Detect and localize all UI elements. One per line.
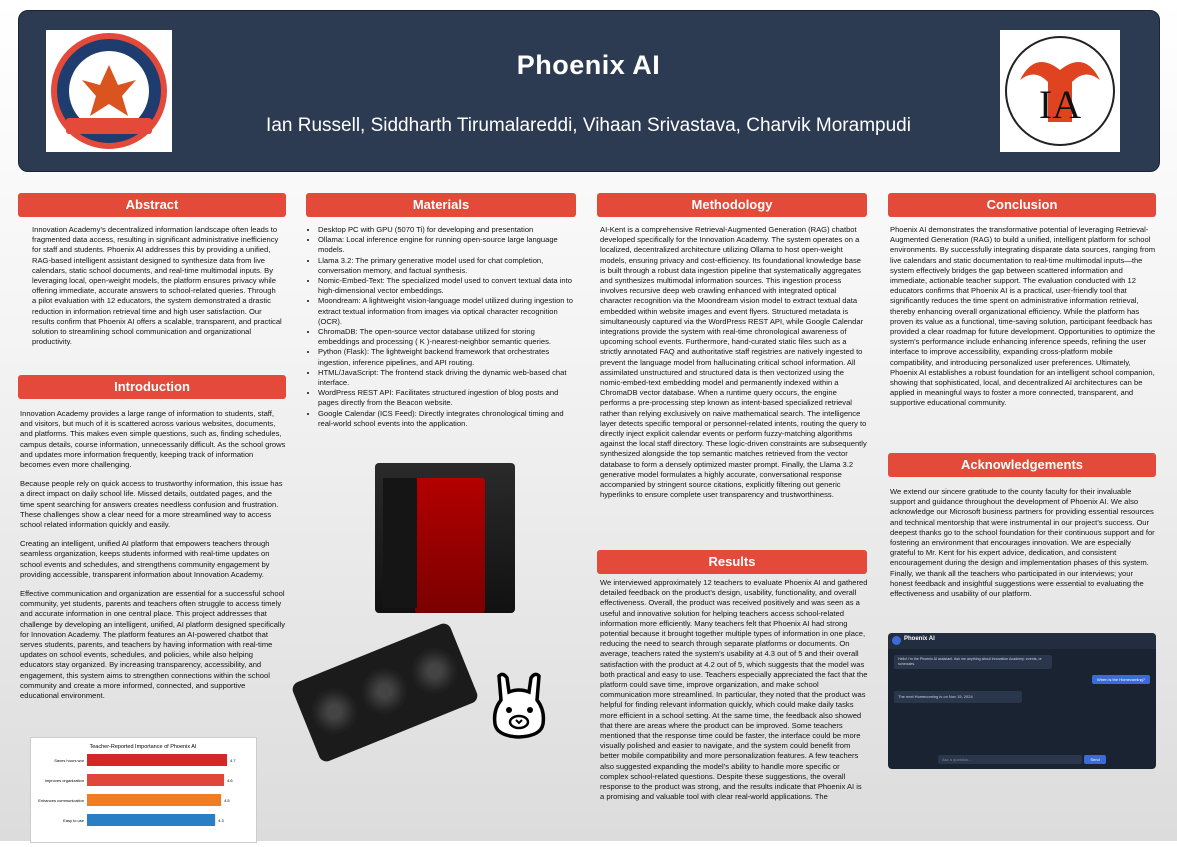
chat-user-message: When is the Homecoming? (1092, 675, 1150, 684)
chat-avatar-icon (892, 636, 901, 645)
abstract-text: Innovation Academy’s decentralized information landscape often leads to fragmented data access, resulting in significant administrative inefficiency for staff and students. Phoenix AI addresses this by providing a unified, RAG-based intelligent assistant designed to synthesize data from live calendars, static school documents, and real-time multimodal inputs. By leveraging local, open-weight models, the platform ensures privacy while offering immediate, accurate answers to school-related queries. Through a pilot evaluation with 12 educators, the system demonstrated a drastic reduction in information retrieval time and high user satisfaction. Our results confirm that Phoenix AI offers a scalable, transparent, and practical solution to streamlining school communication and organizational productivity. (32, 225, 282, 347)
desktop-pc-image (375, 463, 515, 613)
chart-value-label: 4.7 (230, 758, 236, 763)
conclusion-heading: Conclusion (888, 193, 1156, 217)
materials-item: • Python (Flask): The lightweight backend framework that orchestrates ingestion, inference pipelines, and API routing. (318, 347, 576, 367)
gpu-image (290, 621, 479, 763)
materials-item: • ChromaDB: The open-source vector database utilized for storing embeddings and processing ( K )-nearest-neighbor semantic queries. (318, 327, 576, 347)
chat-bot-reply: The next Homecoming is on Nov 15, 2024 (894, 691, 1022, 703)
introduction-heading: Introduction (18, 375, 286, 399)
intro-paragraph: Innovation Academy provides a large range of information to students, staff, and visitors, but much of it is scattered across various websites, documents, and platforms. This makes even simple questions, such as, finding schedules, campus details, course information, unnecessarily difficult. As the school grows and updates more information frequently, keeping track of information becomes even more challenging. (20, 409, 286, 470)
gpu-fan-icon (304, 681, 364, 741)
materials-list (306, 225, 576, 429)
poster-authors: Ian Russell, Siddharth Tirumalareddi, Vihaan Srivastava, Charvik Morampudi (266, 115, 911, 136)
materials-text (306, 225, 576, 429)
methodology-heading: Methodology (597, 193, 867, 217)
chart-value-label: 4.5 (224, 798, 230, 803)
gpu-fan-icon (354, 661, 414, 721)
chat-input[interactable]: Ask a question... (938, 755, 1082, 764)
materials-item: • WordPress REST API: Facilitates structured ingestion of blog posts and pages directly from the Beacon website. (318, 388, 576, 408)
abstract-heading: Abstract (18, 193, 286, 217)
chat-bot-greeting: Hello! I'm the Phoenix AI assistant. Ask me anything about Innovation Academy: events, or schedules. (894, 655, 1052, 669)
chart-category-label: Saves hours wor (54, 758, 84, 763)
acknowledgements-text: We extend our sincere gratitude to the county faculty for their invaluable support and guidance throughout the development of Phoenix AI. We also acknowledge our Microsoft business partners for providing essential resources and technical mentorship that were instrumental in our project’s success. Our deepest thanks go to the school foundation for their continuous support and for fostering an environment that encourages innovation. We are especially grateful to Mr. Kent for his expert advice, dedication, and consistent encouragement during the design and implementation phases of this system. Finally, we thank all the teachers who participated in our interviews; your honest feedback and insightful suggestions were essential to evaluating the effectiveness and usability of our platform. (890, 487, 1155, 599)
conclusion-text: Phoenix AI demonstrates the transformative potential of leveraging Retrieval-Augmented Generation (RAG) to build a unified, intelligent platform for school environments. By successfully integrating disparate data sources, ranging from live calendars and static documentation to real-time multimodal inputs—the system effectively bridges the gap between scattered information and immediate, actionable teacher support. The evaluation conducted with 12 educators confirms that Phoenix AI is a practical, user-friendly tool that significantly reduces the time spent on administrative information retrieval, thereby enhancing overall organizational efficiency. While the platform has proven its value as a functional, time-saving solution, participant feedback has provided a clear roadmap for future development. Opportunities to optimize the system’s performance include enhancing inference speeds, refining the user interface to improve accessibility, expanding cross-platform mobile compatibility, and introducing personalized user preferences. Ultimately, Phoenix AI establishes a robust foundation for an intelligent school companion, showing that sophisticated, local, and decentralized AI architectures can be applied in meaningful ways to foster a more connected, transparent, and supportive educational community. (890, 225, 1156, 408)
chat-header (888, 633, 1156, 649)
results-heading: Results (597, 550, 867, 574)
pc-red-panel (415, 478, 485, 613)
materials-item: • Nomic-Embed-Text: The specialized model used to convert textual data into high-dimensional vector embeddings. (318, 276, 576, 296)
chart-bar (87, 774, 224, 786)
chart-category-label: Easy to use (63, 818, 84, 823)
chart-bar (87, 814, 215, 826)
intro-paragraph: Because people rely on quick access to trustworthy information, this issue has a direct impact on daily school life. Missed details, outdated pages, and the time spent searching for answers creates needless confusion and frustration. These challenges show a clear need for a more streamlined way to access school related information quickly and easily. (20, 479, 283, 530)
chart-category-label: Improves organization (44, 778, 84, 783)
introduction-text (20, 409, 286, 710)
materials-heading: Materials (306, 193, 576, 217)
chart-bar (87, 794, 221, 806)
chart-value-label: 4.3 (218, 818, 224, 823)
chart-category-label: Enhances communication (38, 798, 84, 803)
acknowledgements-heading: Acknowledgements (888, 453, 1156, 477)
chart-bar (87, 754, 227, 766)
materials-item: • Llama 3.2: The primary generative model used for chat completion, conversation memory, and factual synthesis. (318, 256, 576, 276)
chart-value-label: 4.6 (227, 778, 233, 783)
header-banner (18, 10, 1160, 172)
intro-paragraph: Creating an intelligent, unified AI platform that empowers teachers through seamless organization, keeps students informed with real-time updates on school events and schedules, and strengthens community engagement by providing accessible, transparent information about Innovation Academy. (20, 539, 270, 579)
results-text: We interviewed approximately 12 teachers to evaluate Phoenix AI and gathered detailed feedback on the product’s design, usability, functionality, and overall effectiveness. Overall, the product was received positively and was seen as a useful and innovative solution for helping teachers access school-related information more efficiently. Many teachers felt that Phoenix AI had strong potential because it brought together multiple types of information in one place, reducing the need to search through separate platforms or documents. On average, teachers rated the system’s usability at 4.3 out of 5 and their overall satisfaction with the product at 4.2 out of 5, which suggests that the model was both practical and easy to use. Teachers especially appreciated the fact that the platform could save time, improve organization, and make school communication more streamlined. In particular, they noted that the product was helpful for finding relevant information quickly, which could make daily tasks more efficient in a school setting. At the same time, the feedback also showed that there are areas where the product can be improved. Some teachers mentioned that the response time could be faster, the interface could be more visually polished and easier to navigate, and the system could benefit from better mobile compatibility and more personalization features. A few teachers also suggested expanding the model’s ability to handle more specific or complex school-related questions. Despite these suggestions, the overall response to the product was strong, and the results indicate that Phoenix AI is a promising and valuable tool with clear real-world applications. The (600, 578, 868, 802)
poster-title: Phoenix AI (516, 50, 661, 80)
gpu-fan-icon (405, 641, 465, 701)
showcase-monogram: IA (1038, 82, 1082, 127)
pc-front-panel (383, 478, 417, 608)
intro-paragraph: Effective communication and organization are essential for a successful school community, yet students, parents and teachers often struggle to access timely and accurate information in one central place. This project addresses that challenge by developing an intelligent, unified, AI platform designed specifically for Innovation Academy. The platform features an AI-powered chatbot that serves students, parents, and teachers by having information with real-time updates on school events, schedules, and policies, while also helping educators stay organized. By increasing transparency, accessibility, and engagement, this system aims to strengthen connections within the school community and create a more informed, connected, and supportive educational environment. (20, 589, 286, 701)
ollama-llama-icon (487, 670, 552, 740)
chat-send-button[interactable]: Send (1084, 755, 1106, 764)
materials-item: • Ollama: Local inference engine for running open-source large language models. (318, 235, 576, 255)
methodology-text: AI-Kent is a comprehensive Retrieval-Augmented Generation (RAG) chatbot developed specifically for the Innovation Academy. The system operates on a localized, decentralized architecture utilizing Ollama to host open-weight models, ensuring privacy and cost-efficiency. Its foundational knowledge base is built through a robust data ingestion pipeline that systematically aggregates and synthesizes multimodal information sources. This ingestion process involves recursive deep web crawling enhanced with integrated optical character recognition via the Moondream vision model to extract textual data embedded within website images and event flyers. Structured metadata is simultaneously captured via the WordPress REST API, while Google Calendar integrations provide the system with real-time chronological awareness of upcoming school events. Furthermore, hand-curated static files such as a strictly annotated FAQ and authoritative staff registries are natively ingested to prevent the language model from hallucinating critical school information. All assimilated unstructured and structured data is then vectorized using the nomic-embed-text embedding model and permanently indexed within a ChromaDB vector database. When a runtime query occurs, the engine performs a pre-processing step known as intent-based specialized retrieval rather than relying exclusively on naive mathematical search. The intelligence layer detects specific temporal or personnel-related intents, routing the query to directly inject explicit calendar events or perform fuzzy-matching algorithms against the local staff directory. These logic-driven constraints are subsequently synthesized alongside the top semantic matches retrieved from the vector database to form a densely optimized master prompt. Finally, the Llama 3.2 generative model formulates a highly accurate, conversational response accompanied by stringent source citations, explicitly filtering out generic hyperlinks to ensure complete user transparency and trustworthiness. (600, 225, 867, 500)
materials-item: • HTML/JavaScript: The frontend stack driving the dynamic web-based chat interface. (318, 368, 576, 388)
materials-item: • Desktop PC with GPU (5070 Ti) for developing and presentation (318, 225, 576, 235)
chat-interface-screenshot (888, 633, 1156, 769)
chart-title: Teacher-Reported Importance of Phoenix AI (89, 744, 197, 750)
materials-item: • Moondream: A lightweight vision-language model utilized during ingestion to extract textual information from images via optical character recognition (OCR). (318, 296, 576, 327)
materials-item: • Google Calendar (ICS Feed): Directly integrates chronological timing and real-world school events into the application. (318, 409, 576, 429)
importance-chart (30, 737, 257, 843)
chat-app-name: Phoenix AI (904, 636, 935, 642)
importance-chart-svg (31, 738, 256, 842)
